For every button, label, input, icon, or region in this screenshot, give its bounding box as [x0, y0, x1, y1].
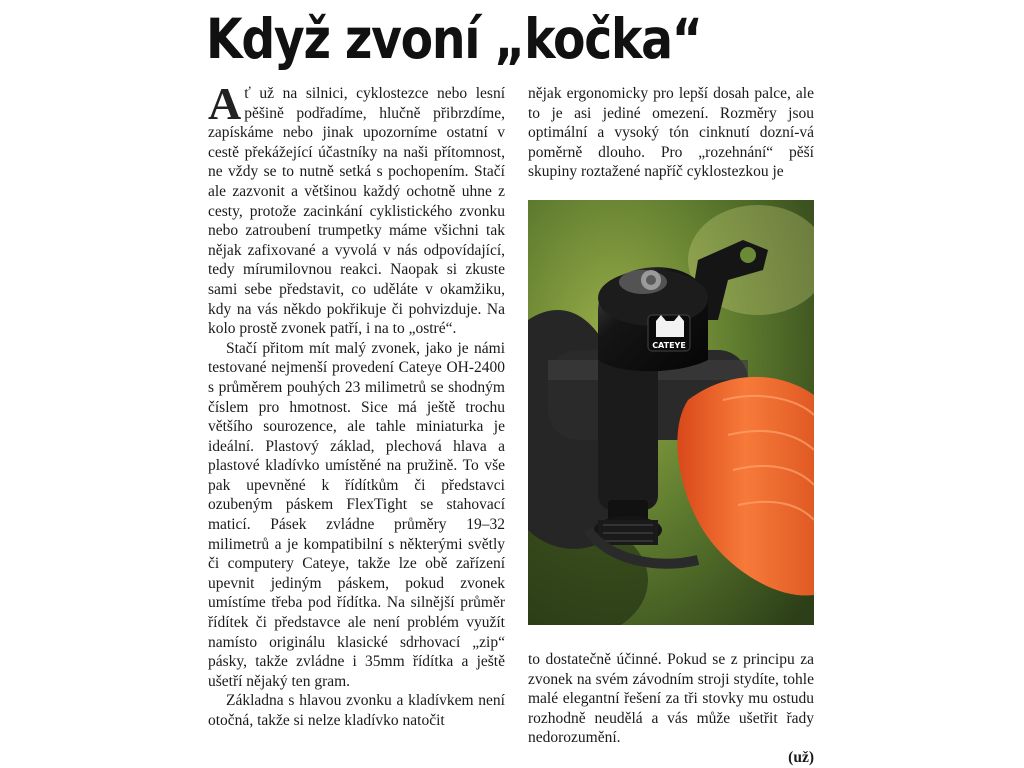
bell-brand-label: CATEYE	[652, 341, 686, 350]
bike-bell-illustration	[528, 200, 814, 625]
article-paragraph: to dostatečně účinné. Pokud se z principu za zvonek na svém závodním stroji stydíte, tohle malé elegantní řešení za tři stovky mu ostudu rozhodně neudělá a vás může ušetřit řady nedorozumění.	[528, 651, 814, 747]
article-paragraph: Základna s hlavou zvonku a kladívkem není otočná, takže si nelze kladívko natočit	[208, 692, 505, 729]
drop-cap: A	[208, 84, 242, 129]
bike-bell-photo	[528, 200, 814, 625]
article-paragraph	[208, 84, 505, 339]
article-headline: Když zvoní „kočka“	[206, 7, 702, 71]
article-column-left	[208, 84, 505, 768]
article-paragraph: Stačí přitom mít malý zvonek, jako je námi testované nejmenší provedení Cateye OH-2400 s průměrem pouhých 23 milimetrů se shodným číslem pro hmotnost. Sice má ještě trochu většího sourozence, ale tahle miniaturka je ideální. Plastový základ, plechová hlava a plastové kladívko umístěné na pružině. To vše pak upevněné k řídítkům či představci ozubeným páskem FlexTight se stahovací maticí. Pásek zvládne průměry 19–32 milimetrů a je kompatibilní s některými světly či computery Cateye, takže lze obě zařízení upevnit jediným páskem, pokud zvonek umístíme třeba pod řídítka. Na silnější průměr řídítek či představce ale není problém využít namísto originálu klasické sdrhovací „zip“ pásky, takže zvládne i 35mm řídítka a ještě ušetří nějaký ten gram.	[208, 339, 505, 690]
article-paragraph-text: ť už na silnici, cyklostezce nebo lesní pěšině podřadíme, hlučně přibrzdíme, zapískáme nebo jinak upozorníme ostatní v cestě překážející účastníky na naši přítomnost, ne vždy se to nutně setká s pochopením. Stačí ale zazvonit a většinou každý ochotně uhne z cesty, protože zacinkání cyklistického zvonku nebo zatroubení trumpetky máme všichni tak nějak zafixované a vyvolá v nás odpovídající, tedy mírumilovnou reakci. Naopak si zkuste sami sebe představit, co uděláte v okamžiku, kdy na vás někdo pokřikuje či pohvizduje. Na kolo prostě zvonek patří, i na to „ostré“.	[208, 85, 505, 338]
author-byline: (už)	[788, 748, 814, 766]
article-column-right-top	[528, 84, 814, 189]
article-column-right-bottom	[528, 650, 814, 768]
article-paragraph: nějak ergonomicky pro lepší dosah palce, ale to je asi jediné omezení. Rozměry jsou optimální a vysoký tón cinknutí dozní-vá poměrně dlouho. Pro „rozehnání“ pěší skupiny roztažené napříč cyklostezkou je	[528, 85, 814, 181]
